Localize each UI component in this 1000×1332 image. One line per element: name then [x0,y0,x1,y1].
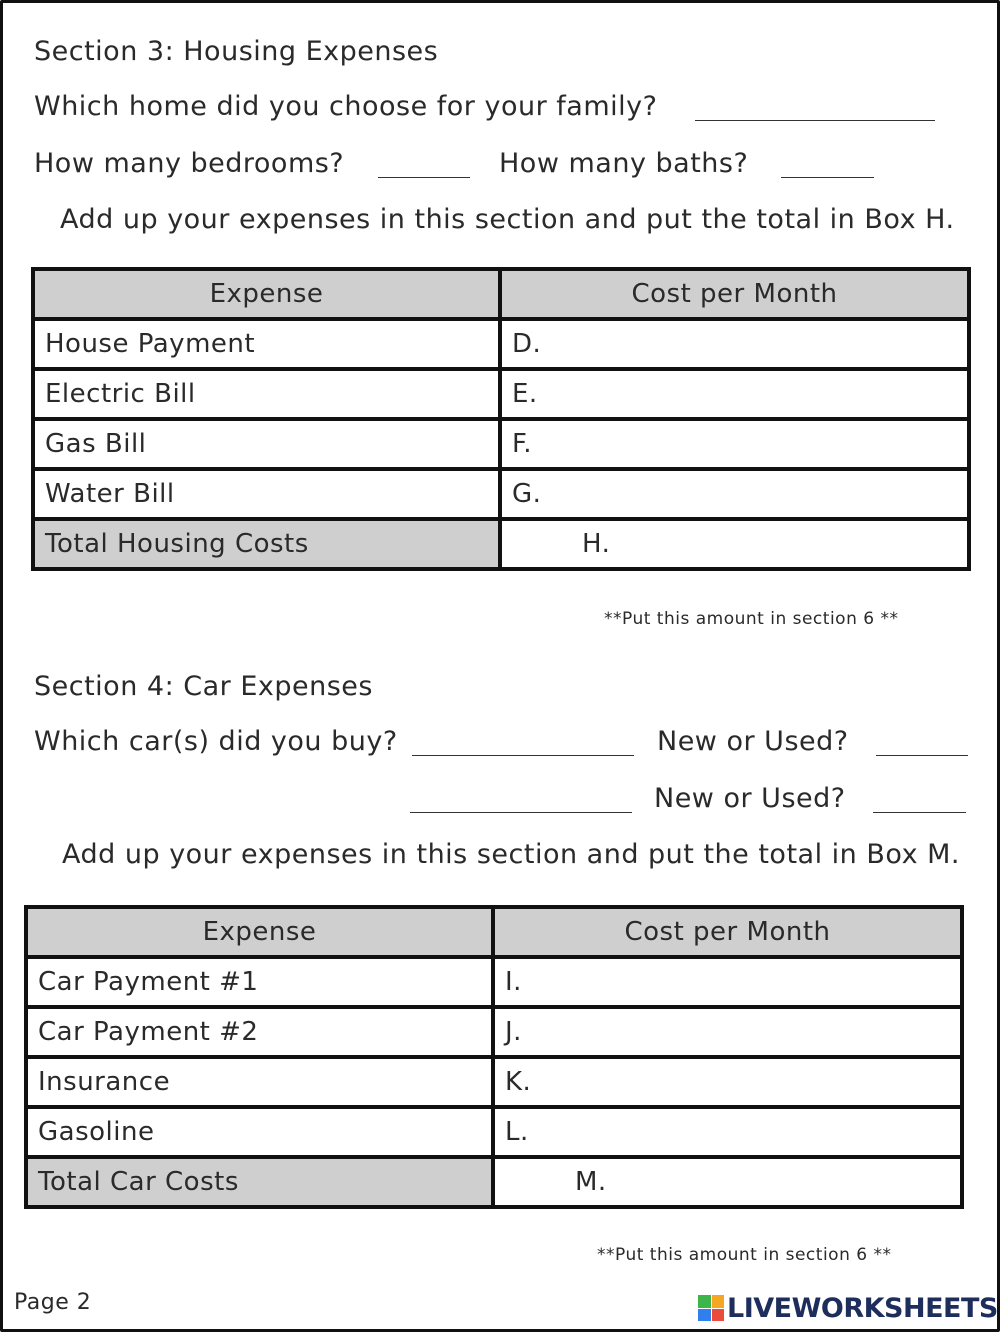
total-row [33,519,969,569]
box-i-input[interactable]: I. [493,957,962,1007]
table-row [33,319,969,369]
table-row [33,469,969,519]
page-number: Page 2 [14,1290,92,1315]
new-used-2-blank[interactable] [873,812,966,813]
question-car: Which car(s) did you buy? [34,726,398,757]
total-row [26,1157,962,1207]
question-new-used-1: New or Used? [657,726,849,757]
expense-gas-bill: Gas Bill [33,419,500,469]
bedrooms-answer-blank[interactable] [378,177,470,178]
section3-title: Section 3: Housing Expenses [34,36,439,67]
expense-car-payment-2: Car Payment #2 [26,1007,493,1057]
box-d-input[interactable]: D. [500,319,969,369]
expense-insurance: Insurance [26,1057,493,1107]
box-f-input[interactable]: F. [500,419,969,469]
box-k-input[interactable]: K. [493,1057,962,1107]
expense-electric-bill: Electric Bill [33,369,500,419]
table-row [26,1107,962,1157]
header-cost-per-month: Cost per Month [493,907,962,957]
section4-instruction: Add up your expenses in this section and put the total in Box M. [62,839,961,870]
table-row [26,957,962,1007]
table-row [33,419,969,469]
box-h-input[interactable]: H. [500,519,969,569]
logo-text: LIVEWORKSHEETS [727,1292,998,1324]
home-answer-blank[interactable] [695,120,935,121]
box-l-input[interactable]: L. [493,1107,962,1157]
question-new-used-2: New or Used? [654,783,846,814]
section3-note: **Put this amount in section 6 ** [604,609,899,629]
car2-answer-blank[interactable] [410,812,632,813]
total-car-costs-label: Total Car Costs [26,1157,493,1207]
question-home: Which home did you choose for your family? [34,91,658,122]
box-e-input[interactable]: E. [500,369,969,419]
section3-instruction: Add up your expenses in this section and put the total in Box H. [60,204,955,235]
header-expense: Expense [33,269,500,319]
header-cost-per-month: Cost per Month [500,269,969,319]
table-row [33,369,969,419]
question-bedrooms: How many bedrooms? [34,148,345,179]
expense-gasoline: Gasoline [26,1107,493,1157]
table-row [26,1007,962,1057]
question-baths: How many baths? [499,148,749,179]
car1-answer-blank[interactable] [412,755,634,756]
expense-house-payment: House Payment [33,319,500,369]
section4-title: Section 4: Car Expenses [34,671,373,702]
box-j-input[interactable]: J. [493,1007,962,1057]
expense-water-bill: Water Bill [33,469,500,519]
baths-answer-blank[interactable] [781,177,874,178]
total-housing-costs-label: Total Housing Costs [33,519,500,569]
liveworksheets-logo [698,1291,998,1325]
box-g-input[interactable]: G. [500,469,969,519]
new-used-1-blank[interactable] [876,755,968,756]
expense-car-payment-1: Car Payment #1 [26,957,493,1007]
header-expense: Expense [26,907,493,957]
liveworksheets-logo-icon [698,1295,724,1321]
table-row [26,1057,962,1107]
housing-expense-table [31,267,971,571]
table-header-row [26,907,962,957]
box-m-input[interactable]: M. [493,1157,962,1207]
car-expense-table [24,905,964,1209]
table-header-row [33,269,969,319]
section4-note: **Put this amount in section 6 ** [597,1245,892,1265]
